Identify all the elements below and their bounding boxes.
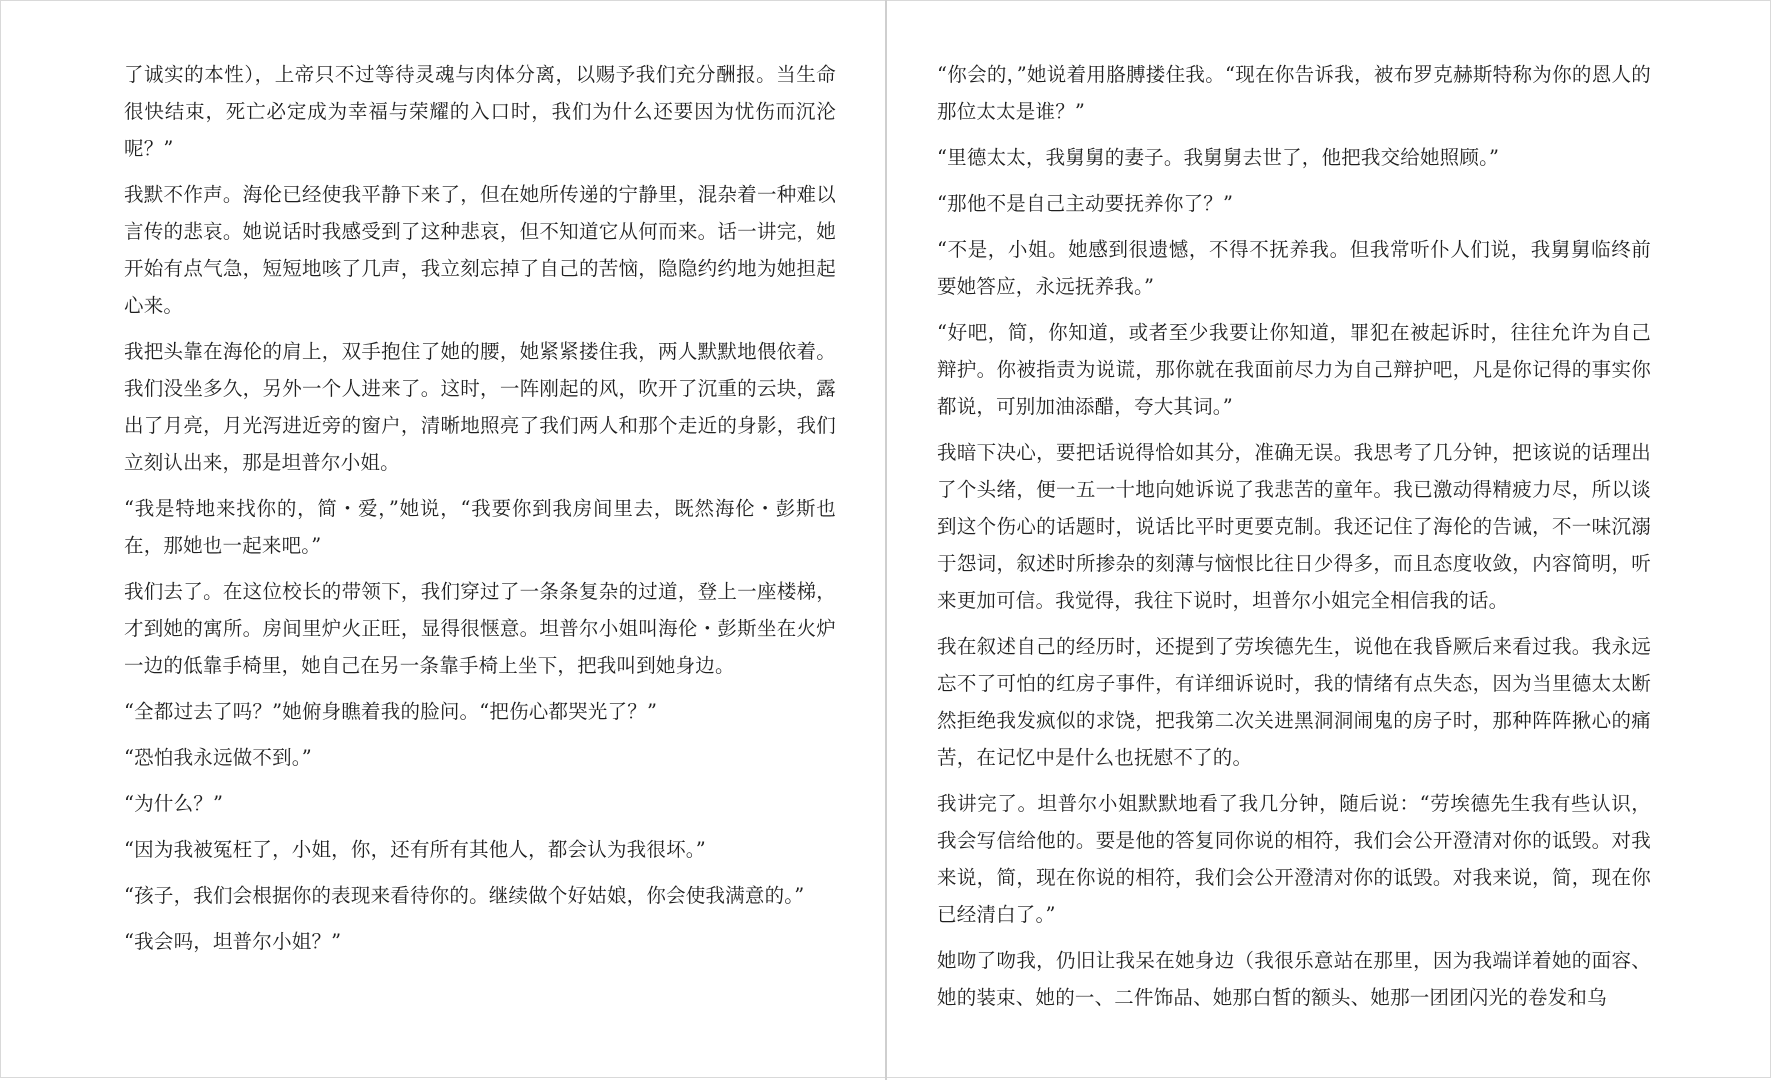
paragraph: “不是，小姐。她感到很遗憾，不得不抚养我。但我常听仆人们说，我舅舅临终前要她答应，永远抚养我。” bbox=[937, 238, 1651, 298]
paragraph: “你会的，”她说着用胳膊搂住我。“现在你告诉我，被布罗克赫斯特称为你的恩人的那位太太是谁？” bbox=[937, 63, 1651, 123]
paragraph: “因为我被冤枉了，小姐，你，还有所有其他人，都会认为我很坏。” bbox=[124, 838, 706, 861]
paragraph: “为什么？” bbox=[124, 792, 224, 815]
paragraph: 我们去了。在这位校长的带领下，我们穿过了一条条复杂的过道，登上一座楼梯，才到她的寓所。房间里炉火正旺，显得很惬意。坦普尔小姐叫海伦・彭斯坐在火炉一边的低靠手椅里，她自己在另一条靠手椅上坐下，把我叫到她身边。 bbox=[124, 580, 836, 677]
paragraph: 我默不作声。海伦已经使我平静下来了，但在她所传递的宁静里，混杂着一种难以言传的悲哀。她说话时我感受到了这种悲哀，但不知道它从何而来。话一讲完，她开始有点气急，短短地咳了几声，我立刻忘掉了自己的苦恼，隐隐约约地为她担起心来。 bbox=[124, 183, 836, 317]
left-page-text bbox=[124, 56, 836, 969]
right-page-text bbox=[937, 56, 1651, 1025]
paragraph: “我会吗，坦普尔小姐？” bbox=[124, 930, 342, 953]
paragraph: “那他不是自己主动要抚养你了？” bbox=[937, 192, 1234, 215]
paragraph: 我在叙述自己的经历时，还提到了劳埃德先生，说他在我昏厥后来看过我。我永远忘不了可怕的红房子事件，有详细诉说时，我的情绪有点失态，因为当里德太太断然拒绝我发疯似的求饶，把我第二次关进黑洞洞闹鬼的房子时，那种阵阵揪心的痛苦，在记忆中是什么也抚慰不了的。 bbox=[937, 635, 1651, 769]
paragraph: 了诚实的本性），上帝只不过等待灵魂与肉体分离，以赐予我们充分酬报。当生命很快结束，死亡必定成为幸福与荣耀的入口时，我们为什么还要因为忧伤而沉沦呢？” bbox=[124, 63, 836, 160]
paragraph: “好吧，简，你知道，或者至少我要让你知道，罪犯在被起诉时，往往允许为自己辩护。你被指责为说谎，那你就在我面前尽力为自己辩护吧，凡是你记得的事实你都说，可别加油添醋，夸大其词。” bbox=[937, 321, 1651, 418]
paragraph: “恐怕我永远做不到。” bbox=[124, 746, 312, 769]
paragraph: “孩子，我们会根据你的表现来看待你的。继续做个好姑娘，你会使我满意的。” bbox=[124, 884, 805, 907]
paragraph: 我暗下决心，要把话说得恰如其分，准确无误。我思考了几分钟，把该说的话理出了个头绪，便一五一十地向她诉说了我悲苦的童年。我已激动得精疲力尽，所以谈到这个伤心的话题时，说话比平时更要克制。我还记住了海伦的告诫，不一味沉溺于怨词，叙述时所掺杂的刻薄与恼恨比往日少得多，而且态度收敛，内容简明，听来更加可信。我觉得，我往下说时，坦普尔小姐完全相信我的话。 bbox=[937, 441, 1651, 612]
paragraph: 我讲完了。坦普尔小姐默默地看了我几分钟，随后说：“劳埃德先生我有些认识，我会写信给他的。要是他的答复同你说的相符，我们会公开澄清对你的诋毁。对我来说，简，现在你说的相符，我们会公开澄清对你的诋毁。对我来说，简，现在你已经清白了。” bbox=[937, 792, 1651, 926]
paragraph: 我把头靠在海伦的肩上，双手抱住了她的腰，她紧紧搂住我，两人默默地偎依着。我们没坐多久，另外一个人进来了。这时，一阵刚起的风，吹开了沉重的云块，露出了月亮，月光泻进近旁的窗户，清晰地照亮了我们两人和那个走近的身影，我们立刻认出来，那是坦普尔小姐。 bbox=[124, 340, 836, 474]
paragraph: “我是特地来找你的，简・爱，”她说，“我要你到我房间里去，既然海伦・彭斯也在，那她也一起来吧。” bbox=[124, 497, 836, 557]
page-divider bbox=[885, 0, 887, 1080]
paragraph: “里德太太，我舅舅的妻子。我舅舅去世了，他把我交给她照顾。” bbox=[937, 146, 1500, 169]
paragraph: 她吻了吻我，仍旧让我呆在她身边（我很乐意站在那里，因为我端详着她的面容、她的装束、她的一、二件饰品、她那白皙的额头、她那一团团闪光的卷发和乌 bbox=[937, 949, 1651, 1009]
paragraph: “全都过去了吗？”她俯身瞧着我的脸问。“把伤心都哭光了？” bbox=[124, 700, 658, 723]
